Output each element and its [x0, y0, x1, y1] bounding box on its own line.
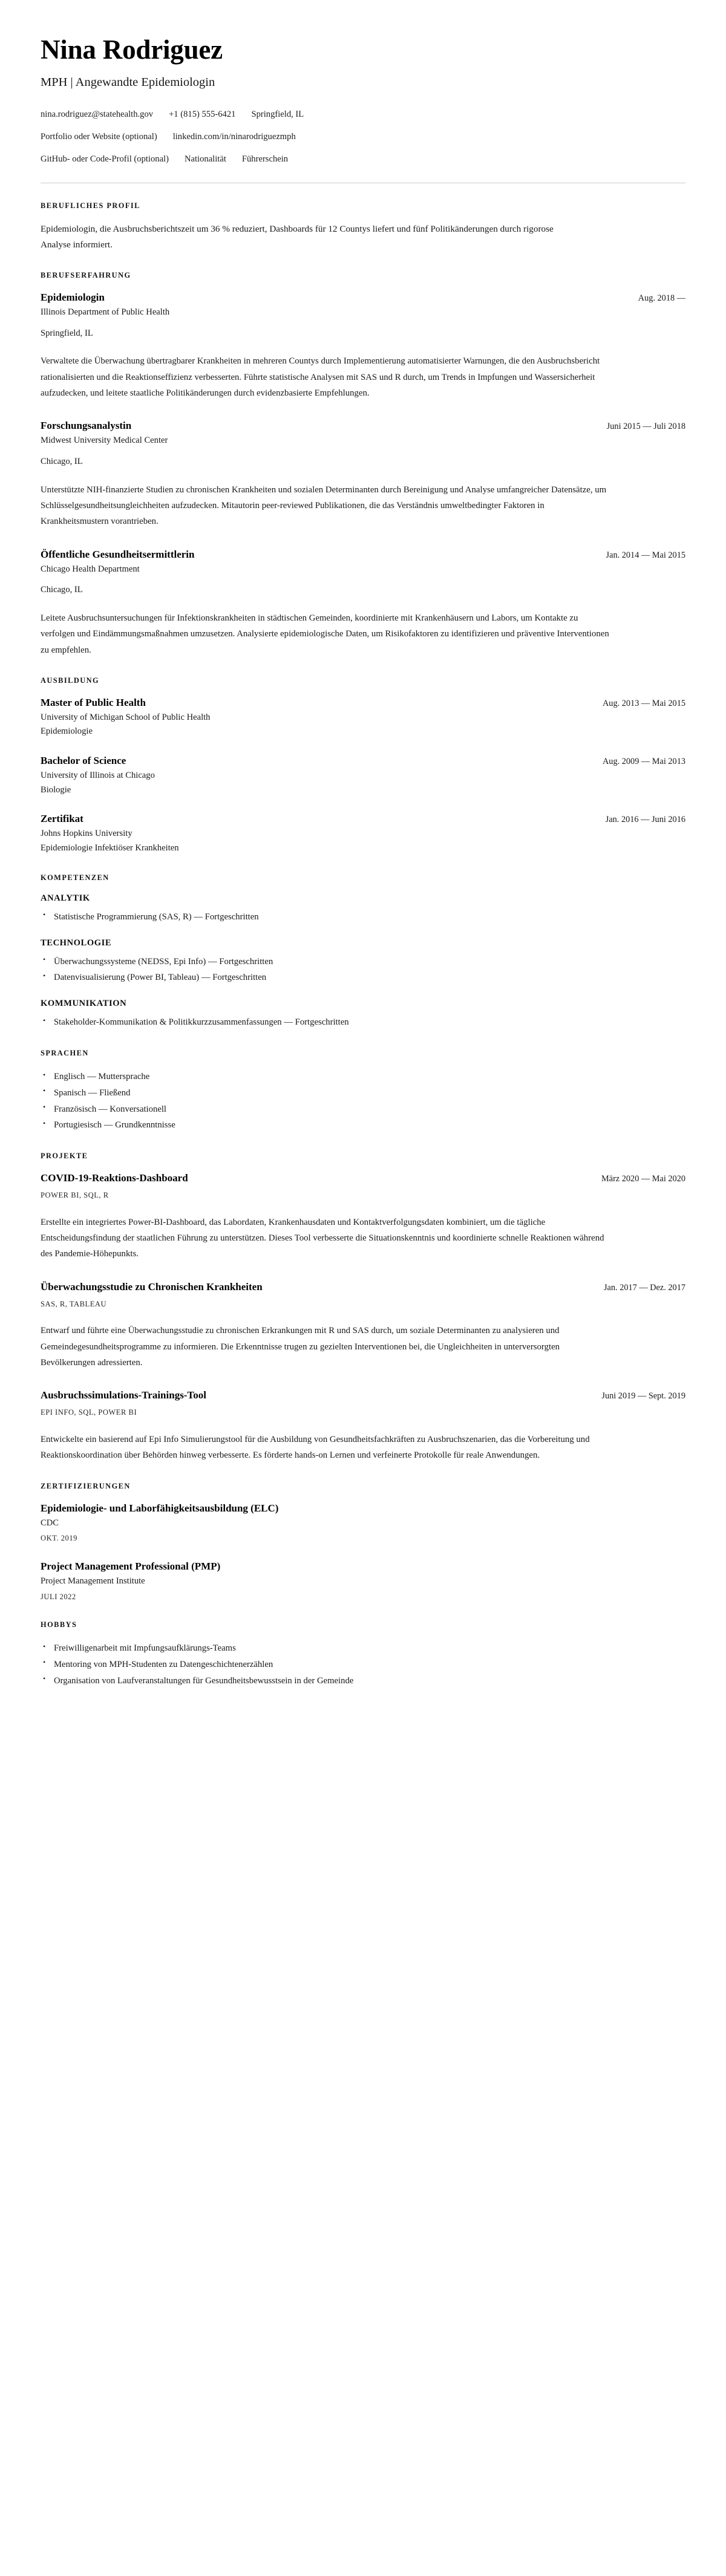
project-entry-head	[41, 1389, 685, 1402]
section-title-education: AUSBILDUNG	[41, 676, 100, 685]
certification-issuer: CDC	[41, 1518, 59, 1528]
project-name: Ausbruchssimulations-Trainings-Tool	[41, 1389, 206, 1401]
contact-row-primary	[41, 108, 685, 122]
contact-location: Springfield, IL	[251, 109, 304, 120]
section-skills	[41, 873, 685, 1031]
section-title-experience: BERUFSERFAHRUNG	[41, 271, 131, 280]
experience-location: Chicago, IL	[41, 456, 83, 466]
certification-name: Epidemiologie- und Laborfähigkeitsausbildung (ELC)	[41, 1502, 279, 1514]
certification-entry	[41, 1502, 685, 1544]
section-title-skills: KOMPETENZEN	[41, 873, 110, 882]
project-description: Entwickelte ein basierend auf Epi Info Simulierungstool für die Ausbildung von Gesundheitsfachkräften zu Ausbruchszenarien, das die Vorbereitung und Reaktionskoordination über Behörden hinweg verbesserte. Es förderte hands-on Lernen und verfeinerte Protokolle für reale Anwendungen.	[41, 1435, 590, 1461]
section-title-languages: SPRACHEN	[41, 1049, 89, 1058]
education-school: University of Michigan School of Public Health	[41, 712, 211, 722]
skill-group-title: ANALYTIK	[41, 893, 90, 903]
experience-entry-head	[41, 419, 685, 432]
section-title-projects: PROJEKTE	[41, 1152, 88, 1161]
experience-description: Leitete Ausbruchsuntersuchungen für Infektionskrankheiten in städtischen Gemeinden, koordinierte mit Krankenhäusern und Labors, um Kontakte zu verfolgen und Eindämmungsmaßnahmen umzusetzen. Analysierte epidemiologische Daten, um Risikofaktoren zu identifizieren und präventive Interventionen zu empfehlen.	[41, 613, 609, 655]
experience-organization: Chicago Health Department	[41, 564, 140, 574]
skill-group-technologie	[41, 937, 685, 986]
language-item: • Spanisch — Fließend	[41, 1085, 685, 1101]
experience-role: Epidemiologin	[41, 291, 105, 303]
contact-row-extra	[41, 153, 685, 166]
section-title-hobbies: HOBBYS	[41, 1620, 77, 1629]
section-title-certifications: ZERTIFIZIERUNGEN	[41, 1481, 131, 1490]
contact-email[interactable]: nina.rodriguez@statehealth.gov	[41, 109, 154, 120]
education-school: Johns Hopkins University	[41, 829, 132, 839]
contact-drivers-license: Führerschein	[241, 154, 289, 165]
project-entry	[41, 1280, 685, 1371]
experience-date: Juni 2015 — Juli 2018	[606, 422, 685, 432]
section-hobbies	[41, 1620, 685, 1689]
education-date: Jan. 2016 — Juni 2016	[605, 815, 685, 825]
project-description: Entwarf und führte eine Überwachungsstudie zu chronischen Erkrankungen mit R und SAS durch, um soziale Determinanten zu analysieren und Gemeindegesundheitsprogramme zu informieren. Die Erkenntnisse trugen zu gezielten Interventionen bei, die Ungleichheiten in unterversorgten Bevölkerungen adressierten.	[41, 1326, 560, 1368]
education-degree: Bachelor of Science	[41, 755, 126, 767]
education-degree: Zertifikat	[41, 813, 83, 825]
skill-list	[41, 909, 685, 925]
project-stack: SAS, R, TABLEAU	[41, 1299, 107, 1308]
experience-entry-head	[41, 291, 685, 304]
contact-nationality: Nationalität	[184, 154, 226, 165]
education-entry-head	[41, 812, 685, 826]
education-entry-head	[41, 754, 685, 768]
project-name: Überwachungsstudie zu Chronischen Krankheiten	[41, 1280, 263, 1293]
education-date: Aug. 2013 — Mai 2015	[602, 698, 685, 708]
section-certifications	[41, 1482, 685, 1603]
candidate-name: Nina Rodriguez	[41, 34, 223, 65]
experience-description: Verwaltete die Überwachung übertragbarer Krankheiten in mehreren Countys durch Implementierung automatisierter Warnungen, die den Ausbruchsbericht rationalisierten und die Reaktionseffizienz verbesserten. Führte statistische Analysen mit SAS und R durch, um Trends in Impfungen und Wassersicherheit aufzudecken, und leitete staatliche Politikänderungen durch evidenzbasierte Empfehlungen.	[41, 356, 600, 398]
skill-group-kommunikation	[41, 998, 685, 1031]
hobby-item: • Mentoring von MPH-Studenten zu Datengeschichtenerzählen	[41, 1657, 685, 1673]
section-projects	[41, 1152, 685, 1464]
project-name: COVID-19-Reaktions-Dashboard	[41, 1172, 188, 1184]
section-languages	[41, 1049, 685, 1133]
section-education	[41, 676, 685, 855]
experience-description: Unterstützte NIH-finanzierte Studien zu chronischen Krankheiten und sozialen Determinanten durch Bereinigung und Analyse umfangreicher Datensätze, um Schlüsselgesundheitsungleichheiten aufzudecken. Mitautorin peer-reviewed Publikationen, die das Verständnis umweltbedingter Faktoren in Krankheitsmustern vorantrieben.	[41, 484, 607, 527]
skill-item: • Überwachungssysteme (NEDSS, Epi Info) — Fortgeschritten	[41, 954, 685, 970]
language-list	[41, 1069, 685, 1133]
project-date: März 2020 — Mai 2020	[601, 1173, 685, 1184]
experience-location: Chicago, IL	[41, 585, 83, 595]
project-entry-head	[41, 1172, 685, 1185]
language-item: • Englisch — Muttersprache	[41, 1069, 685, 1085]
experience-entry	[41, 419, 685, 529]
language-item: • Französisch — Konversationell	[41, 1101, 685, 1118]
skill-item: • Datenvisualisierung (Power BI, Tableau) — Fortgeschritten	[41, 970, 685, 986]
education-field: Epidemiologie	[41, 726, 93, 737]
project-stack: EPI INFO, SQL, POWER BI	[41, 1408, 137, 1417]
experience-role: Forschungsanalystin	[41, 420, 132, 432]
skill-list	[41, 1014, 685, 1031]
hobby-item: • Organisation von Laufveranstaltungen für Gesundheitsbewusstsein in der Gemeinde	[41, 1673, 685, 1689]
hobby-list	[41, 1640, 685, 1689]
education-school: University of Illinois at Chicago	[41, 771, 155, 781]
certification-date: JULI 2022	[41, 1592, 76, 1601]
skill-group-analytik	[41, 893, 685, 925]
project-entry	[41, 1172, 685, 1262]
resume-page	[41, 0, 685, 1755]
experience-organization: Midwest University Medical Center	[41, 435, 168, 446]
contact-github[interactable]: GitHub- oder Code-Profil (optional)	[41, 154, 169, 165]
section-title-summary: BERUFLICHES PROFIL	[41, 201, 140, 210]
skill-item: • Stakeholder-Kommunikation & Politikkurzzusammenfassungen — Fortgeschritten	[41, 1014, 685, 1031]
project-entry	[41, 1389, 685, 1463]
project-date: Jan. 2017 — Dez. 2017	[603, 1282, 685, 1293]
certification-entry	[41, 1560, 685, 1602]
experience-organization: Illinois Department of Public Health	[41, 307, 170, 318]
experience-date: Aug. 2018 —	[638, 293, 685, 303]
project-entry-head	[41, 1280, 685, 1294]
hobby-item: • Freiwilligenarbeit mit Impfungsaufklärungs-Teams	[41, 1640, 685, 1657]
education-entry	[41, 812, 685, 855]
education-date: Aug. 2009 — Mai 2013	[602, 757, 685, 767]
project-stack: POWER BI, SQL, R	[41, 1191, 109, 1200]
contact-linkedin[interactable]: linkedin.com/in/ninarodriguezmph	[172, 132, 296, 142]
experience-entry	[41, 291, 685, 401]
section-summary	[41, 201, 685, 253]
project-date: Juni 2019 — Sept. 2019	[601, 1391, 685, 1401]
education-degree: Master of Public Health	[41, 696, 146, 708]
skill-item: • Statistische Programmierung (SAS, R) — Fortgeschritten	[41, 909, 685, 925]
skill-list	[41, 954, 685, 986]
contact-phone[interactable]: +1 (815) 555-6421	[169, 109, 236, 120]
summary-text: Epidemiologin, die Ausbruchsberichtszeit um 36 % reduziert, Dashboards für 12 Countys liefert und fünf Politikänderungen durch rigorose Analyse informiert.	[41, 223, 554, 250]
certification-name: Project Management Professional (PMP)	[41, 1560, 221, 1572]
contact-row-web	[41, 131, 685, 144]
language-item: • Portugiesisch — Grundkenntnisse	[41, 1117, 685, 1133]
experience-role: Öffentliche Gesundheitsermittlerin	[41, 548, 195, 560]
education-entry-head	[41, 696, 685, 709]
education-entry	[41, 754, 685, 797]
experience-date: Jan. 2014 — Mai 2015	[606, 550, 685, 560]
experience-entry-head	[41, 548, 685, 561]
candidate-headline: MPH | Angewandte Epidemiologin	[41, 75, 215, 89]
experience-location: Springfield, IL	[41, 328, 93, 338]
section-experience	[41, 271, 685, 658]
experience-entry	[41, 548, 685, 658]
certification-date: OKT. 2019	[41, 1534, 77, 1543]
contact-portfolio[interactable]: Portfolio oder Website (optional)	[41, 132, 157, 142]
education-field: Epidemiologie Infektiöser Krankheiten	[41, 843, 179, 853]
education-field: Biologie	[41, 784, 71, 795]
education-entry	[41, 696, 685, 739]
certification-issuer: Project Management Institute	[41, 1576, 145, 1586]
project-description: Erstellte ein integriertes Power-BI-Dashboard, das Labordaten, Krankenhausdaten und Kontaktverfolgungsdaten kombiniert, um die tägliche Entscheidungsfindung der staatlichen Führung zu unterstützen. Dieses Tool verbesserte die Situationskenntnis und koordinierte schnelle Reaktionen während des Pandemie-Höhepunkts.	[41, 1217, 604, 1259]
skill-group-title: TECHNOLOGIE	[41, 937, 112, 948]
skill-group-title: KOMMUNIKATION	[41, 999, 127, 1009]
resume-header	[41, 35, 685, 183]
